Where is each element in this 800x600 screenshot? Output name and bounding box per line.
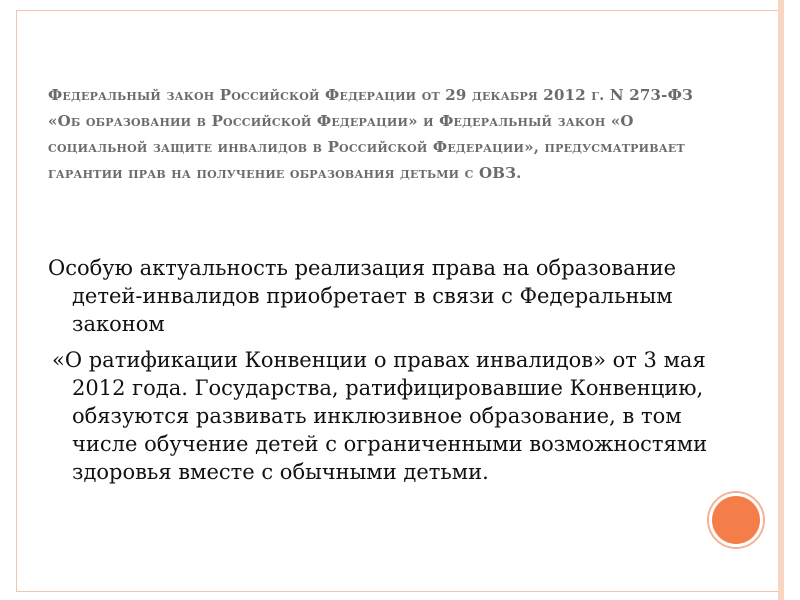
body-paragraph-1: Особую актуальность реализация права на образование детей-инвалидов приобретает в связи с Федеральным законом [48,256,677,336]
body-paragraph-2: «О ратификации Конвенции о правах инвалидов» от 3 мая 2012 года. Государства, ратифицировавшие Конвенцию, обязуются развивать инклюзивное образование, в том числе обучение детей с ограниченными возможностями здоровья вместе с обычными детьми. [52,348,708,484]
slide-body [48,254,708,494]
side-accent-bar [778,0,784,600]
slide-title: Федеральный закон Российской Федерации от 29 декабря 2012 г. N 273-ФЗ «Об образовании в Российской Федерации» и Федеральный закон «О социальной защите инвалидов в Российской Федерации», предусматривает гарантии прав на получение образования детьми с ОВЗ. [48,86,694,182]
orange-circle-decoration [712,496,760,544]
